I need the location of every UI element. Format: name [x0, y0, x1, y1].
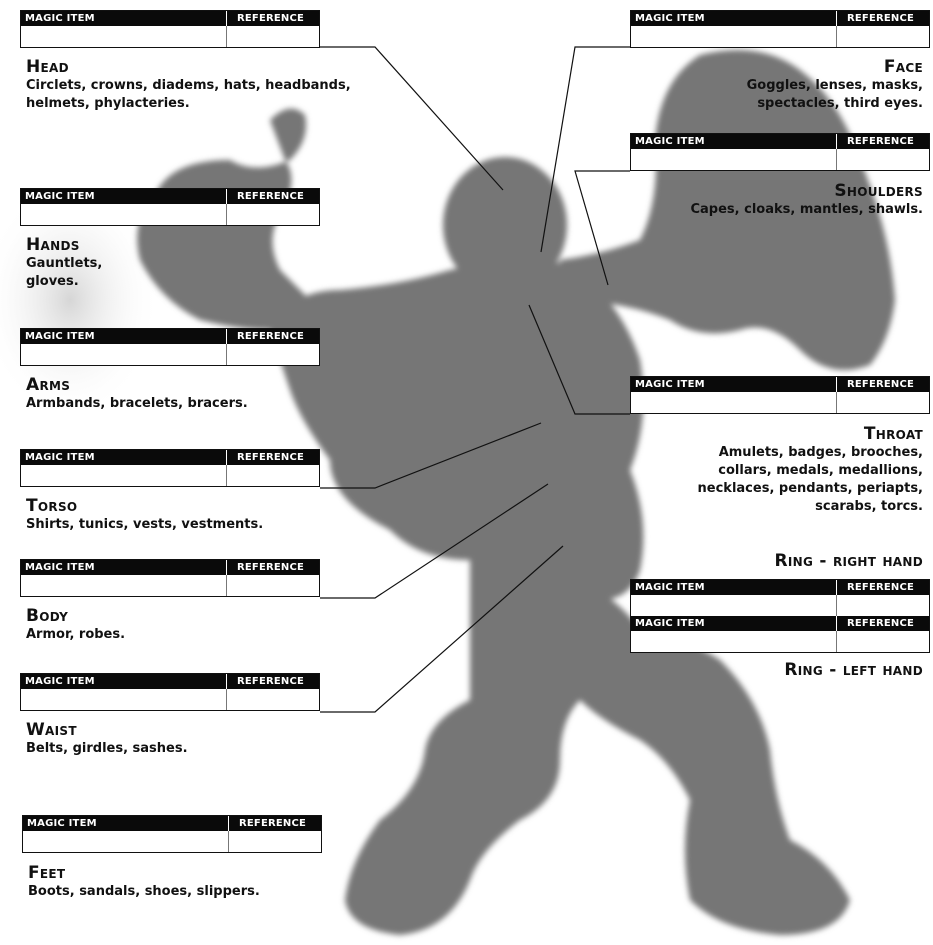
face-label	[747, 57, 923, 113]
waist-desc-line-1: Belts, girdles, sashes.	[26, 741, 188, 756]
waist-title: Waist	[26, 720, 77, 740]
ring-left-item-field[interactable]	[631, 631, 837, 652]
throat-desc-line-1: Amulets, badges, brooches,	[718, 445, 923, 460]
throat-reference-field[interactable]	[837, 392, 929, 413]
shoulders-reference-field[interactable]	[837, 149, 929, 170]
face-desc-line-1: Goggles, lenses, masks,	[746, 78, 923, 93]
feet-label	[28, 863, 260, 901]
face-item-field[interactable]	[631, 26, 837, 47]
shoulders-desc-line-1: Capes, cloaks, mantles, shawls.	[690, 202, 923, 217]
reference-header: REFERENCE	[237, 331, 305, 342]
arms-item-field[interactable]	[21, 344, 227, 365]
body-slot-box	[20, 559, 320, 597]
waist-slot-box	[20, 673, 320, 711]
head-desc-line-2: helmets, phylacteries.	[26, 96, 190, 111]
waist-label	[26, 720, 188, 758]
magic-item-header: MAGIC ITEM	[23, 816, 229, 831]
magic-item-header: MAGIC ITEM	[21, 329, 227, 344]
body-item-field[interactable]	[21, 575, 227, 596]
ring-left-reference-field[interactable]	[837, 631, 929, 652]
shoulders-slot-box	[630, 133, 930, 171]
reference-header: REFERENCE	[237, 452, 305, 463]
hands-desc-line-2: gloves.	[26, 274, 79, 289]
arms-slot-box	[20, 328, 320, 366]
torso-title: Torso	[26, 496, 78, 516]
magic-item-header: MAGIC ITEM	[21, 560, 227, 575]
reference-header: REFERENCE	[237, 562, 305, 573]
feet-slot-box	[22, 815, 322, 853]
head-title: Head	[26, 57, 69, 77]
head-desc-line-1: Circlets, crowns, diadems, hats, headbands,	[26, 78, 351, 93]
body-label	[26, 606, 125, 644]
reference-header: REFERENCE	[237, 676, 305, 687]
face-reference-field[interactable]	[837, 26, 929, 47]
shoulders-item-field[interactable]	[631, 149, 837, 170]
magic-item-header: MAGIC ITEM	[21, 674, 227, 689]
ring-right-hand-title: Ring - right hand	[774, 551, 923, 571]
head-reference-field[interactable]	[227, 26, 319, 47]
magic-item-header: MAGIC ITEM	[631, 377, 837, 392]
arms-desc-line-1: Armbands, bracelets, bracers.	[26, 396, 248, 411]
magic-item-header: MAGIC ITEM	[21, 450, 227, 465]
face-slot-box	[630, 10, 930, 48]
reference-header: REFERENCE	[237, 191, 305, 202]
feet-title: Feet	[28, 863, 66, 883]
head-slot-box	[20, 10, 320, 48]
reference-header: REFERENCE	[847, 13, 915, 24]
magic-item-header: MAGIC ITEM	[631, 11, 837, 26]
torso-slot-box	[20, 449, 320, 487]
hands-slot-box	[20, 188, 320, 226]
body-title: Body	[26, 606, 69, 626]
reference-header: REFERENCE	[239, 818, 307, 829]
shoulders-title: Shoulders	[834, 181, 923, 201]
magic-item-header: MAGIC ITEM	[631, 580, 837, 595]
feet-item-field[interactable]	[23, 831, 229, 852]
waist-item-field[interactable]	[21, 689, 227, 710]
arms-title: Arms	[26, 375, 71, 395]
face-desc-line-2: spectacles, third eyes.	[757, 96, 923, 111]
hands-item-field[interactable]	[21, 204, 227, 225]
magic-item-header: MAGIC ITEM	[21, 189, 227, 204]
head-item-field[interactable]	[21, 26, 227, 47]
hands-title: Hands	[26, 235, 80, 255]
arms-reference-field[interactable]	[227, 344, 319, 365]
torso-label	[26, 496, 263, 534]
hands-label	[26, 235, 102, 291]
torso-reference-field[interactable]	[227, 465, 319, 486]
throat-label	[698, 424, 923, 516]
body-reference-field[interactable]	[227, 575, 319, 596]
ring-slot-box	[630, 579, 930, 653]
throat-item-field[interactable]	[631, 392, 837, 413]
figure-torso	[270, 261, 643, 600]
throat-desc-line-4: scarabs, torcs.	[815, 499, 923, 514]
ring-right-item-field[interactable]	[631, 595, 837, 616]
ring-left-hand-title: Ring - left hand	[784, 660, 923, 680]
throat-slot-box	[630, 376, 930, 414]
reference-header: REFERENCE	[847, 136, 915, 147]
waist-reference-field[interactable]	[227, 689, 319, 710]
magic-item-header: MAGIC ITEM	[21, 11, 227, 26]
magic-item-header: MAGIC ITEM	[631, 134, 837, 149]
reference-header: REFERENCE	[237, 13, 305, 24]
shoulders-label	[690, 181, 923, 219]
ring-right-reference-field[interactable]	[837, 595, 929, 616]
feet-desc-line-1: Boots, sandals, shoes, slippers.	[28, 884, 260, 899]
throat-desc-line-3: necklaces, pendants, periapts,	[697, 481, 923, 496]
reference-header: REFERENCE	[847, 379, 915, 390]
arms-label	[26, 375, 248, 413]
hands-desc-line-1: Gauntlets,	[26, 256, 103, 271]
feet-reference-field[interactable]	[229, 831, 321, 852]
hands-reference-field[interactable]	[227, 204, 319, 225]
throat-title: Throat	[863, 424, 923, 444]
magic-item-header: MAGIC ITEM	[631, 616, 837, 631]
reference-header: REFERENCE	[847, 618, 915, 629]
torso-desc-line-1: Shirts, tunics, vests, vestments.	[26, 517, 264, 532]
torso-item-field[interactable]	[21, 465, 227, 486]
throat-desc-line-2: collars, medals, medallions,	[718, 463, 923, 478]
body-desc-line-1: Armor, robes.	[26, 627, 126, 642]
head-label	[26, 57, 351, 113]
face-title: Face	[883, 57, 923, 77]
reference-header: REFERENCE	[847, 582, 915, 593]
